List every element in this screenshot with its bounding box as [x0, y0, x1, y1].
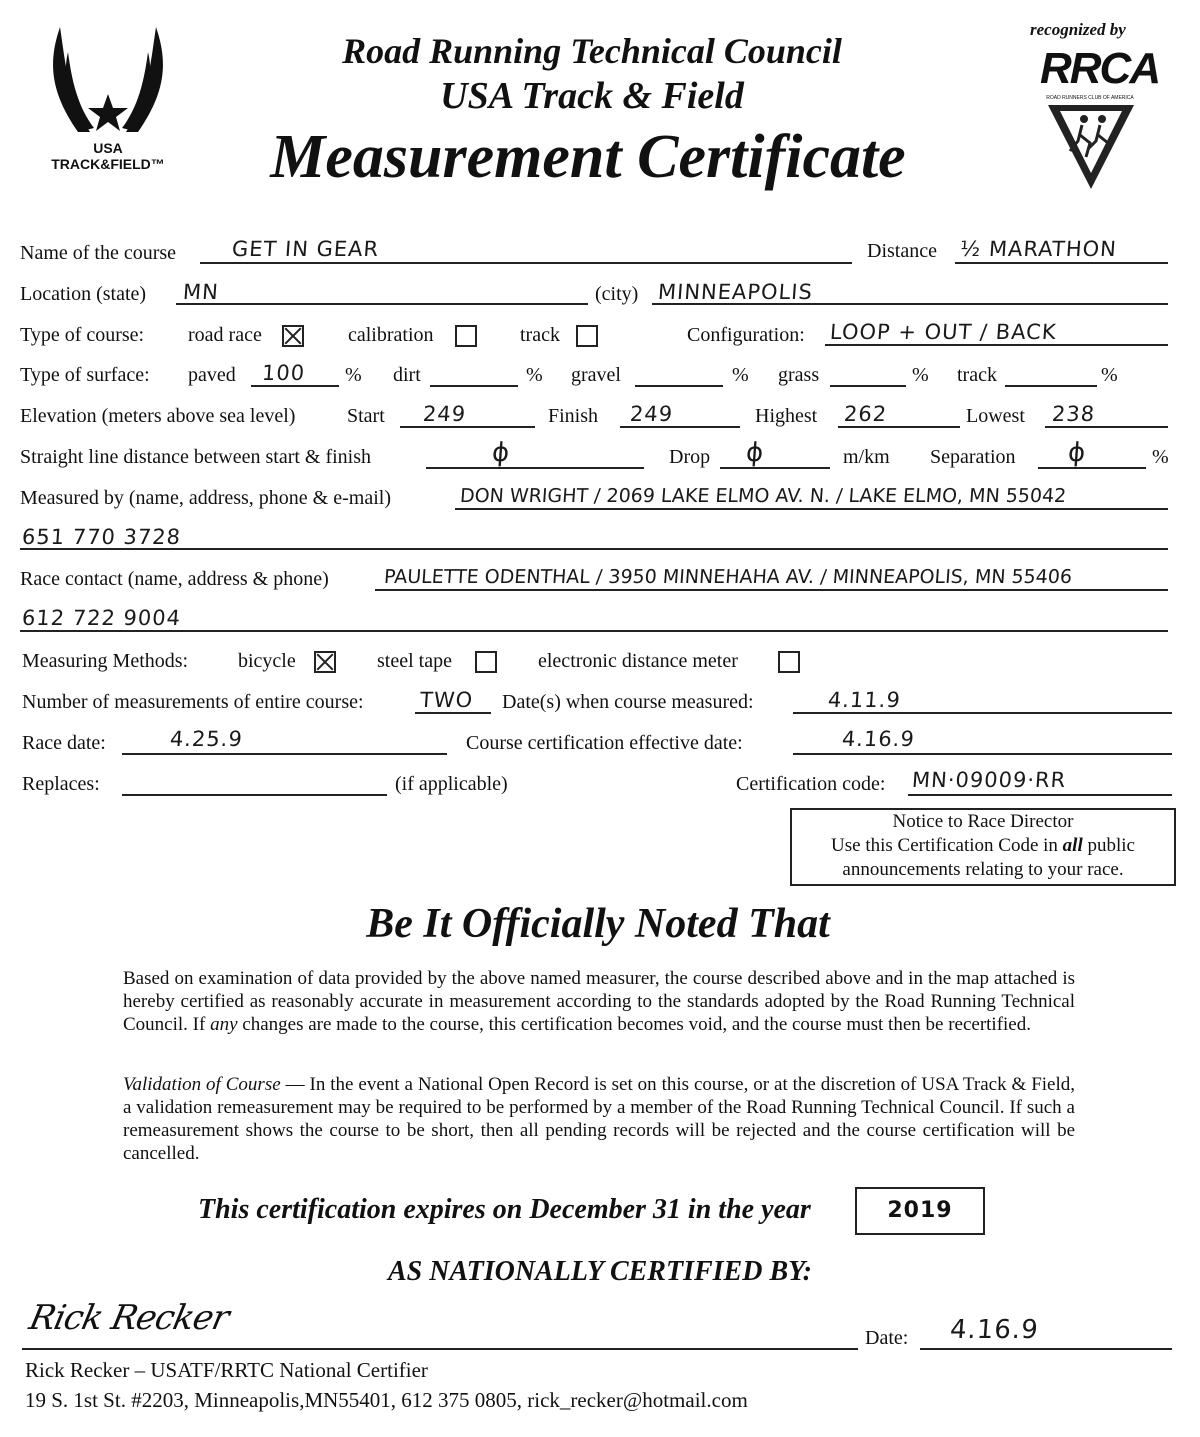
race-contact-line-2 [20, 630, 1168, 632]
notice-line-2 [792, 834, 1174, 858]
page-title: Measurement Certificate [270, 123, 906, 191]
grass-label: grass [778, 364, 820, 386]
distance-label: Distance [867, 240, 937, 262]
steel-tape-label: steel tape [377, 650, 452, 672]
rrca-logo-subtext: ROAD RUNNERS CLUB OF AMERICA [1046, 95, 1134, 101]
race-contact-line-1 [375, 589, 1168, 591]
state-value[interactable]: MN [182, 280, 220, 304]
lowest-label: Lowest [966, 405, 1025, 427]
start-line [400, 426, 535, 428]
recognized-by: recognized by [1030, 20, 1126, 39]
separation-label: Separation [930, 446, 1016, 468]
if-applicable-label: (if applicable) [395, 773, 508, 795]
certifier-signature: Rick Recker [25, 1298, 232, 1338]
paved-pct: % [345, 364, 362, 386]
road-race-checkbox[interactable] [282, 325, 304, 347]
configuration-label: Configuration: [687, 324, 805, 346]
edm-label: electronic distance meter [538, 650, 738, 672]
elevation-label: Elevation (meters above sea level) [20, 405, 296, 427]
course-name-label: Name of the course [20, 242, 177, 264]
p1-text-a: Based on examination of data provided by the above named measurer, the course described above and in the map attached is hereby certified as reasonably accurate in measurement according to the standards adopted by the Road Running Technical Council. If [123, 968, 1075, 1035]
lowest-value[interactable]: 238 [1051, 402, 1096, 426]
validation-text: — In the event a National Open Record is set on this course, or at the discretion of USA Track & Field, a validation remeasurement may be required to be performed by a member of the Road Running Technical Council. If such a remeasurement shows the course to be short, then all pending records will be rejected and the course certification will be cancelled. [123, 1074, 1076, 1164]
certification-paragraph [123, 967, 1075, 1036]
location-state-label: Location (state) [20, 283, 147, 305]
notice-text-c: public [1082, 835, 1135, 856]
num-measurements-label: Number of measurements of entire course: [22, 691, 364, 713]
dates-measured-label: Date(s) when course measured: [502, 691, 754, 713]
dirt-label: dirt [393, 364, 421, 386]
effective-date-value[interactable]: 4.16.9 [841, 727, 916, 751]
gravel-pct: % [732, 364, 749, 386]
lowest-line [1045, 426, 1168, 428]
runners-triangle-icon [1046, 103, 1136, 193]
bicycle-checkbox[interactable] [314, 651, 336, 673]
highest-value[interactable]: 262 [843, 402, 888, 426]
finish-label: Finish [548, 405, 599, 427]
validation-heading: Validation of Course [123, 1074, 281, 1095]
usatf-logo-text: USA TRACK&FIELD™ [51, 140, 165, 172]
expires-year: 2019 [887, 1198, 953, 1223]
p1-text-c: changes are made to the course, this certification becomes void, and the course must then be recertified. [237, 1014, 1031, 1035]
configuration-value[interactable]: LOOP + OUT / BACK [829, 320, 1058, 344]
straight-line-value[interactable]: ɸ [490, 438, 512, 468]
road-race-label: road race [188, 324, 262, 346]
dirt-pct: % [526, 364, 543, 386]
calibration-checkbox[interactable] [455, 325, 477, 347]
signature-date-line [920, 1348, 1172, 1350]
replaces-line[interactable] [122, 794, 387, 796]
surface-label: Type of surface: [20, 364, 150, 386]
num-measurements-line [415, 712, 491, 714]
race-date-line [122, 753, 447, 755]
signature-date-label: Date: [865, 1327, 909, 1349]
course-name-value[interactable]: GET IN GEAR [231, 237, 380, 261]
separation-value[interactable]: ɸ [1066, 438, 1088, 468]
finish-line [620, 426, 740, 428]
org-title: USA Track & Field [440, 75, 744, 117]
highest-label: Highest [755, 405, 818, 427]
drop-line [720, 467, 830, 469]
certifier-name: Rick Recker – USATF/RRTC National Certifier [25, 1358, 428, 1382]
drop-value[interactable]: ɸ [744, 438, 766, 468]
rrca-logo [1040, 44, 1160, 195]
edm-checkbox[interactable] [778, 651, 800, 673]
signature-date-value[interactable]: 4.16.9 [948, 1315, 1040, 1345]
methods-label: Measuring Methods: [22, 650, 189, 672]
validation-paragraph [123, 1073, 1075, 1165]
city-value[interactable]: MINNEAPOLIS [657, 280, 814, 304]
distance-value[interactable]: ½ MARATHON [959, 237, 1118, 261]
mkm-label: m/km [843, 446, 890, 468]
measured-by-line-2 [20, 548, 1168, 550]
expires-year-box [855, 1187, 985, 1235]
highest-line [838, 426, 960, 428]
certifier-address: 19 S. 1st St. #2203, Minneapolis,MN55401, 612 375 0805, rick_recker@hotmail.com [25, 1388, 748, 1412]
start-label: Start [347, 405, 385, 427]
track-label: track [520, 324, 560, 346]
straight-line-label: Straight line distance between start & finish [20, 446, 372, 468]
notice-title: Notice to Race Director [892, 811, 1074, 832]
dates-measured-value[interactable]: 4.11.9 [827, 688, 902, 712]
calibration-label: calibration [348, 324, 434, 346]
start-value[interactable]: 249 [422, 402, 467, 426]
paved-label: paved [188, 364, 236, 386]
measured-by-value-1[interactable]: DON WRIGHT / 2069 LAKE ELMO AV. N. / LAKE ELMO, MN 55042 [459, 485, 1067, 507]
effective-date-line [793, 753, 1172, 755]
grass-line[interactable] [830, 385, 906, 387]
distance-line [955, 262, 1168, 264]
separation-line [1038, 467, 1146, 469]
council-title: Road Running Technical Council [342, 31, 842, 71]
course-type-label: Type of course: [20, 324, 145, 346]
race-date-label: Race date: [22, 732, 106, 754]
race-date-value[interactable]: 4.25.9 [169, 727, 244, 751]
finish-value[interactable]: 249 [629, 402, 674, 426]
dirt-line[interactable] [430, 385, 518, 387]
cert-code-line [908, 794, 1172, 796]
track-checkbox[interactable] [576, 325, 598, 347]
paved-value[interactable]: 100 [261, 361, 306, 385]
bicycle-label: bicycle [238, 650, 296, 672]
gravel-label: gravel [571, 364, 621, 386]
section-heading: Be It Officially Noted That [366, 901, 830, 947]
straight-line-line [426, 467, 644, 469]
effective-date-label: Course certification effective date: [466, 732, 743, 754]
track-surface-line[interactable] [1005, 385, 1097, 387]
city-label: (city) [595, 283, 639, 305]
race-contact-value-2[interactable]: 612 722 9004 [21, 606, 182, 630]
track-pct: % [1101, 364, 1118, 386]
state-line [176, 303, 588, 305]
dates-measured-line [793, 712, 1172, 714]
measured-by-value-2[interactable]: 651 770 3728 [21, 525, 182, 549]
separation-pct: % [1152, 446, 1169, 468]
notice-text-a: Use this Certification Code in [831, 835, 1063, 856]
expires-text: This certification expires on December 31 in the year [198, 1194, 811, 1225]
rrca-logo-text: RRCA [1040, 44, 1160, 93]
measured-by-line-1 [455, 508, 1168, 510]
cert-code-value[interactable]: MN·09009·RR [911, 768, 1068, 792]
paved-line [251, 385, 339, 387]
course-name-line [200, 262, 852, 264]
notice-box [790, 808, 1176, 886]
steel-tape-checkbox[interactable] [475, 651, 497, 673]
num-measurements-value[interactable]: TWO [419, 688, 474, 712]
race-contact-value-1[interactable]: PAULETTE ODENTHAL / 3950 MINNEHAHA AV. / MINNEAPOLIS, MN 55406 [383, 566, 1073, 588]
track-surface-label: track [957, 364, 997, 386]
measured-by-label: Measured by (name, address, phone & e-mail) [20, 487, 391, 509]
replaces-label: Replaces: [22, 773, 100, 795]
notice-line-3: announcements relating to your race. [842, 859, 1124, 880]
signature-line [22, 1348, 858, 1350]
race-contact-label: Race contact (name, address & phone) [20, 568, 329, 590]
cert-code-label: Certification code: [736, 773, 886, 795]
configuration-line [825, 344, 1168, 346]
grass-pct: % [912, 364, 929, 386]
notice-emphasis: all [1062, 835, 1083, 856]
drop-label: Drop [669, 446, 711, 468]
gravel-line[interactable] [635, 385, 723, 387]
certified-by-heading: AS NATIONALLY CERTIFIED BY: [388, 1256, 812, 1287]
p1-emphasis: any [210, 1014, 238, 1035]
